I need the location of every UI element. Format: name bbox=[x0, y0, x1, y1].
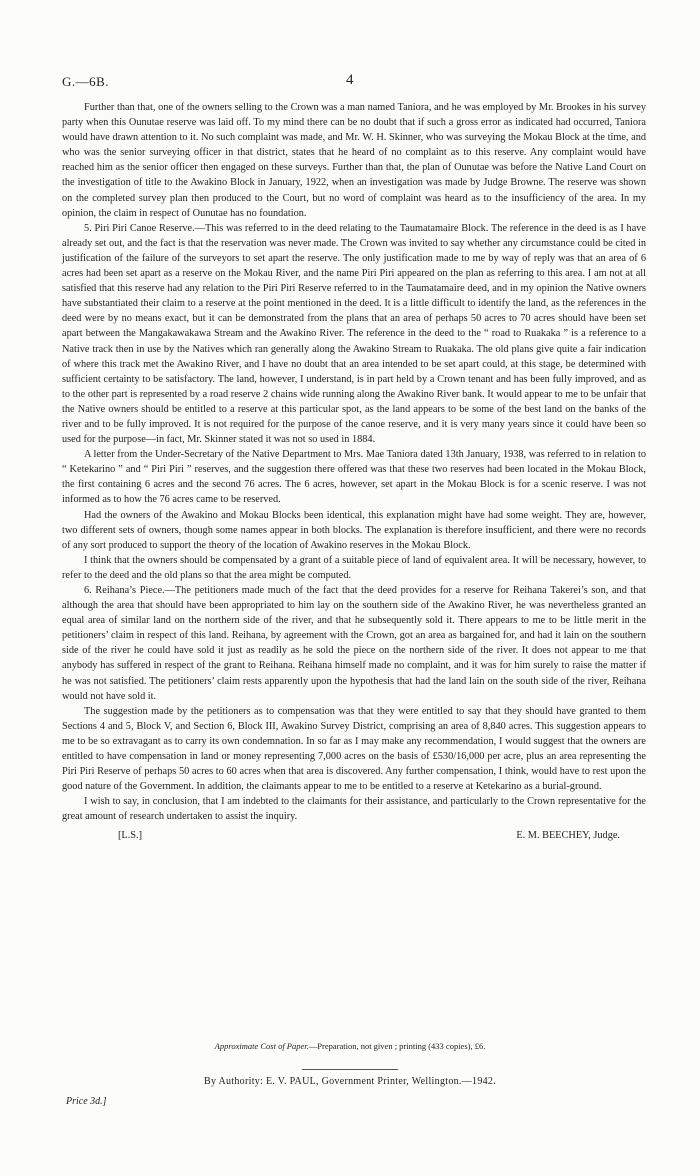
report-body bbox=[62, 100, 646, 843]
paragraph-letter-under-secretary: A letter from the Under-Secretary of the Native Department to Mrs. Mae Taniora dated 13th January, 1938, was referred to in relation to “ Ketekarino ” and “ Piri Piri ” reserves, and the suggestion there offered was that these two reserves had been located in the Mokau Block, the first containing 6 acres and the second 76 acres. The 6 acres, however, set apart in the Mokau Block is for a scenic reserve. I was not informed as to how the 76 acres came to be reserved. bbox=[62, 449, 646, 506]
paragraph-conclusion: I wish to say, in conclusion, that I am indebted to the claimants for their assistance, and particularly to the Crown representative for the great amount of research undertaken to assist the inquiry. bbox=[62, 796, 646, 823]
page-number: 4 bbox=[346, 72, 354, 88]
judge-signature: E. M. BEECHEY, Judge. bbox=[516, 829, 620, 841]
printer-authority: By Authority: E. V. PAUL, Government Printer, Wellington.—1942. bbox=[203, 1076, 497, 1087]
document-reference: G.—6B. bbox=[62, 74, 110, 89]
paragraph-awakino-mokau-owners: Had the owners of the Awakino and Mokau Blocks been identical, this explanation might have had some weight. They are, however, two different sets of owners, though some names appear in both blocks. The explanation is therefore insufficient, and there were no records of any sort produced to support the theory of the location of Awakino reserves in the Mokau Block. bbox=[62, 509, 646, 551]
cost-of-paper-note bbox=[0, 1041, 700, 1051]
cost-label: Approximate Cost of Paper. bbox=[214, 1041, 309, 1051]
paragraph-reihanas-piece: 6. Reihana’s Piece.—The petitioners made much of the fact that the deed provides for a reserve for Reihana Takerei’s son, and that although the area that should have been appropriated to him lay on the southern side of the Awakino River, he was nevertheless granted an equal area of similar land on the northern side of the river, and that he subsequently sold it. There appears to me to be little merit in the petitioners’ claim in respect of this land. Reihana, by agreement with the Crown, got an area as bargained for, and had it lain on the southern side of the river he could have sold it just as readily as he sold the piece on the northern side of the river. It does not appear to me that anybody has suffered in respect of the grant to Reihana. Reihana himself made no complaint, and it was for him surely to raise the matter if he was not satisfied. The petitioners’ claim rests apparently upon the hypothesis that had the land lain on the south side of the river, Reihana would not have sold it. bbox=[62, 585, 646, 702]
seal-mark: [L.S.] bbox=[118, 829, 143, 841]
paragraph-ounutae: Further than that, one of the owners selling to the Crown was a man named Taniora, and he was employed by Mr. Brookes in his survey party when this Ounutae reserve was laid off. To my mind there can be no doubt that if such a gross error as indicated had occurred, Taniora would have drawn attention to it. No such complaint was made, and Mr. W. H. Skinner, who was surveying the Mokau Block at the time, and who was the senior surveying officer in that district, states that he heard of no complaint as to this reserve. Any complaint would have reached him as the senior officer then engaged on these surveys. Further than that, the plan of Ounutae was before the Native Land Court on the investigation of title to the Awakino Block in January, 1922, when an investigation was made by Judge Browne. The reserve was shown on the completed survey plan then produced to the Court, but no word of complaint was heard as to the insufficiency of the area. In my opinion, the claim in respect of Ounutae has no foundation. bbox=[62, 102, 646, 219]
page-header bbox=[62, 74, 652, 94]
signature-line bbox=[62, 826, 646, 843]
cost-text: —Preparation, not given ; printing (433 copies), £6. bbox=[308, 1041, 486, 1051]
paragraph-piri-piri-canoe-reserve: 5. Piri Piri Canoe Reserve.—This was referred to in the deed relating to the Taumatamaire Block. The reference in the deed is as I have already set out, and the fact is that the reservation was never made. The Crown was invited to say whether any circumstance could be cited in justification of the failure of the surveyors to set apart the reserve. The only justification made to me by way of reply was that an area of 6 acres had been set apart as a reserve on the Mokau River, and the name Piri Piri appeared on the plan as referring to this area. I am not at all satisfied that this reserve had any relation to the Piri Piri Reserve referred to in the Taumatamaire deed, and in my opinion the Native owners have substantiated their claim to a reserve at the point mentioned in the deed. It is a little difficult to identify the land, as the references in the deed were by no means exact, but it can be demonstrated from the plans that an area of perhaps 50 acres to 70 acres should have been set apart between the Mangakawakawa Stream and the Awakino River. The reference in the deed to the “ road to Ruakaka ” is a reference to a Native track then in use by the Natives which ran generally along the Awakino Stream to Ruakaka. The old plans give quite a fair indication of where this track met the Awakino River, and I have no doubt that an area intended to be set apart could, at this stage, be determined with sufficient certainty to be satisfactory. The land, however, I understand, is in part held by a Crown tenant and has been fully improved, and as to the other part is represented by a road reserve 2 chains wide running along the Awakino River bank. It would appear to me to be unfair that the Native owners should be entitled to a reserve at this particular spot, as the land appears to be some of the best land on the banks of the river and to be fully improved. It is not required for the purpose of the canoe reserve, and it is very many years since it could have been so used for the purpose—in fact, Mr. Skinner stated it was not so used in 1884. bbox=[62, 222, 646, 446]
divider-rule bbox=[302, 1069, 398, 1070]
price-note: Price 3d.] bbox=[66, 1096, 107, 1107]
paragraph-compensation-suggestion: The suggestion made by the petitioners as to compensation was that they were entitled to say that they should have granted to them Sections 4 and 5, Block V, and Section 6, Block III, Awakino Survey District, comprising an area of 8,840 acres. This suggestion appears to me to be so extravagant as to carry its own condemnation. In so far as I may make any recommendation, I would suggest that the owners are entitled to have compensation in land or money representing 7,000 acres on the basis of £530/16,000 per acre, plus an area representing the Piri Piri Reserve of perhaps 50 acres to 60 acres when that area is discovered. Any further compensation, I think, would have to rest upon the good nature of the Government. In addition, the claimants appear to me to be entitled to a reserve at Ketekarino as a burial-ground. bbox=[62, 705, 646, 793]
paragraph-compensation-grant: I think that the owners should be compensated by a grant of a suitable piece of land of equivalent area. It will be necessary, however, to refer to the deed and the old plans so that the area might be computed. bbox=[62, 554, 646, 581]
